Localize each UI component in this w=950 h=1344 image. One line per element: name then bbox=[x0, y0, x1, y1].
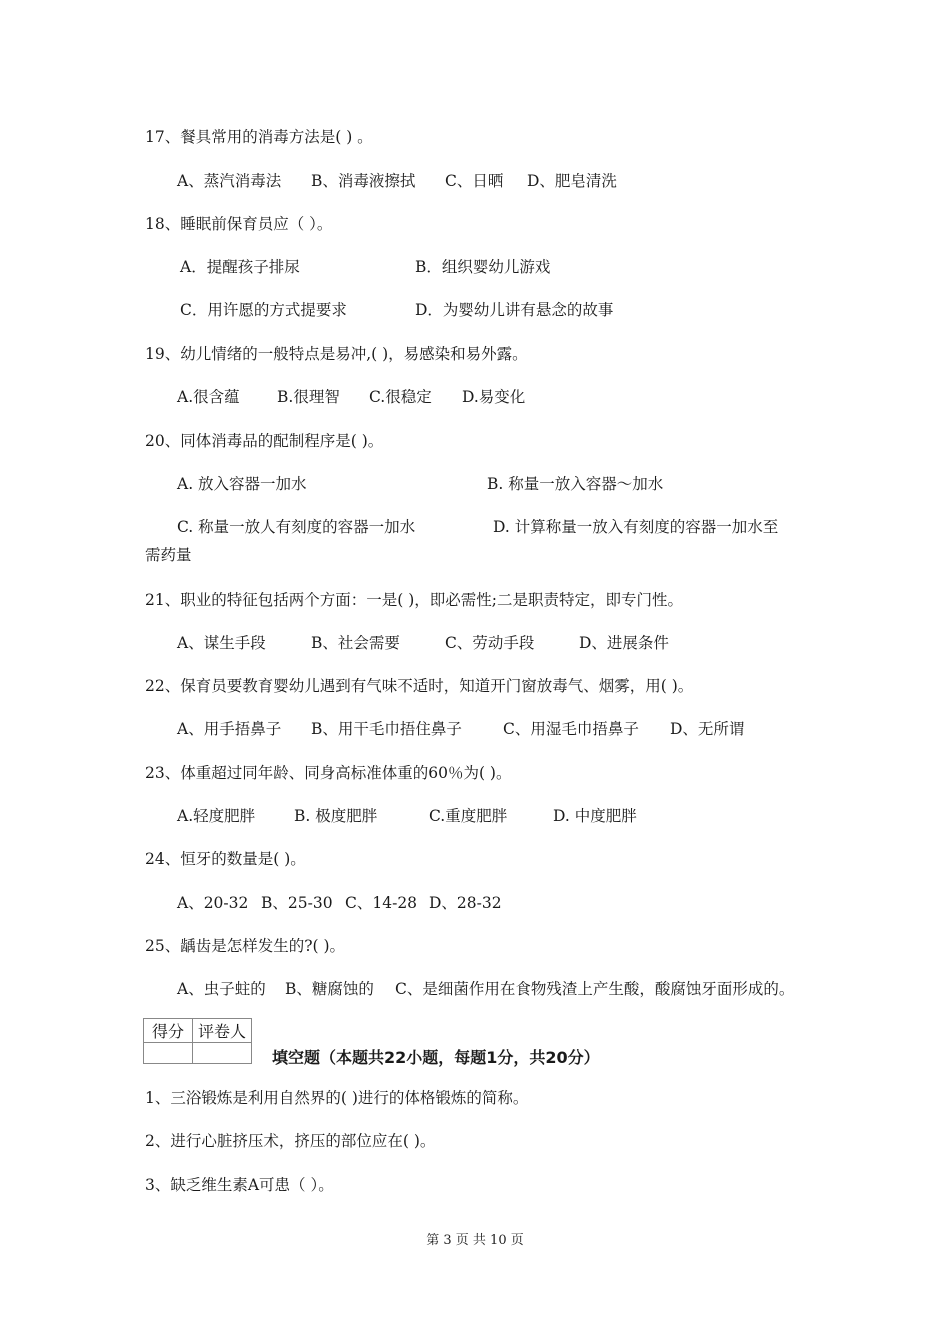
question-18-options-row1 bbox=[180, 257, 551, 277]
option-c: C、日晒 bbox=[445, 172, 504, 190]
option-a: A、蒸汽消毒法 bbox=[177, 172, 282, 190]
option-d: D、28-32 bbox=[429, 894, 502, 912]
score-cell bbox=[144, 1043, 193, 1064]
option-b: B. 极度肥胖 bbox=[294, 807, 378, 825]
option-c: C、用湿毛巾捂鼻子 bbox=[503, 720, 639, 738]
question-21-options bbox=[177, 633, 669, 653]
option-b: B.很理智 bbox=[277, 388, 340, 406]
question-20-option-d-continued: 需药量 bbox=[145, 546, 192, 564]
fill-question-1: 1、三浴锻炼是利用自然界的( )进行的体格锻炼的简称。 bbox=[145, 1089, 529, 1107]
section-title: 填空题（本题共22小题，每题1分，共20分） bbox=[272, 1048, 600, 1067]
question-23: 23、体重超过同年龄、同身高标准体重的60％为( )。 bbox=[145, 764, 512, 782]
question-20-options-row1 bbox=[177, 474, 664, 494]
question-25: 25、龋齿是怎样发生的?( )。 bbox=[145, 937, 346, 955]
option-a: A.轻度肥胖 bbox=[177, 807, 256, 825]
option-d: D. 中度肥胖 bbox=[553, 807, 637, 825]
option-d: D. 计算称量一放入有刻度的容器一加水至 bbox=[493, 518, 779, 536]
question-24-options bbox=[177, 893, 502, 913]
page-footer: 第 3 页 共 10 页 bbox=[426, 1233, 524, 1248]
option-b: B、社会需要 bbox=[311, 634, 400, 652]
question-19: 19、幼儿情绪的一般特点是易冲,( )，易感染和易外露。 bbox=[145, 345, 528, 363]
option-b: B、用干毛巾捂住鼻子 bbox=[311, 720, 462, 738]
option-b: B、糖腐蚀的 bbox=[285, 980, 374, 998]
question-18-options-row2 bbox=[180, 300, 614, 320]
question-21: 21、职业的特征包括两个方面：一是( )，即必需性;二是职责特定，即专门性。 bbox=[145, 591, 683, 609]
question-20-options-row2 bbox=[177, 517, 779, 537]
question-18: 18、睡眠前保育员应（ ）。 bbox=[145, 215, 333, 233]
option-c: C.重度肥胖 bbox=[429, 807, 508, 825]
question-19-options bbox=[177, 387, 526, 407]
option-c: C.很稳定 bbox=[369, 388, 432, 406]
option-b: B、25-30 bbox=[261, 894, 333, 912]
question-17: 17、餐具常用的消毒方法是( ) 。 bbox=[145, 128, 373, 146]
option-c: C、是细菌作用在食物残渣上产生酸，酸腐蚀牙面形成的。 bbox=[395, 980, 795, 998]
question-25-options bbox=[177, 979, 795, 999]
question-24: 24、恒牙的数量是( )。 bbox=[145, 850, 306, 868]
option-c: C. 称量一放人有刻度的容器一加水 bbox=[177, 518, 416, 536]
question-20: 20、同体消毒品的配制程序是( )。 bbox=[145, 432, 384, 450]
option-a: A、用手捂鼻子 bbox=[177, 720, 282, 738]
question-23-options bbox=[177, 806, 637, 826]
fill-question-3: 3、缺乏维生素A可患（ ）。 bbox=[145, 1176, 334, 1194]
option-d: D、肥皂清洗 bbox=[527, 172, 617, 190]
option-a: A. 放入容器一加水 bbox=[177, 475, 307, 493]
question-22-options bbox=[177, 719, 745, 739]
option-a: A、20-32 bbox=[177, 894, 249, 912]
option-c: C、14-28 bbox=[345, 894, 418, 912]
grader-cell bbox=[193, 1043, 252, 1064]
option-b: B. 称量一放入容器～加水 bbox=[487, 475, 664, 493]
option-a: A、谋生手段 bbox=[177, 634, 266, 652]
question-17-options bbox=[177, 171, 617, 191]
option-a: A、虫子蛀的 bbox=[177, 980, 266, 998]
option-b: B、消毒液擦拭 bbox=[311, 172, 416, 190]
option-c: C、劳动手段 bbox=[445, 634, 535, 652]
score-header: 得分 bbox=[144, 1019, 193, 1043]
option-d: D.易变化 bbox=[462, 388, 526, 406]
option-c: C．用许愿的方式提要求 bbox=[180, 301, 347, 319]
grader-header: 评卷人 bbox=[193, 1019, 252, 1043]
score-table bbox=[143, 1018, 252, 1064]
option-a: A．提醒孩子排尿 bbox=[180, 258, 300, 276]
option-d: D、无所谓 bbox=[670, 720, 745, 738]
fill-question-2: 2、进行心脏挤压术，挤压的部位应在( )。 bbox=[145, 1132, 436, 1150]
option-a: A.很含蕴 bbox=[177, 388, 240, 406]
question-22: 22、保育员要教育婴幼儿遇到有气味不适时，知道开门窗放毒气、烟雾，用( )。 bbox=[145, 677, 694, 695]
option-d: D、进展条件 bbox=[579, 634, 669, 652]
option-d: D．为婴幼儿讲有悬念的故事 bbox=[415, 301, 614, 319]
option-b: B．组织婴幼儿游戏 bbox=[415, 258, 551, 276]
